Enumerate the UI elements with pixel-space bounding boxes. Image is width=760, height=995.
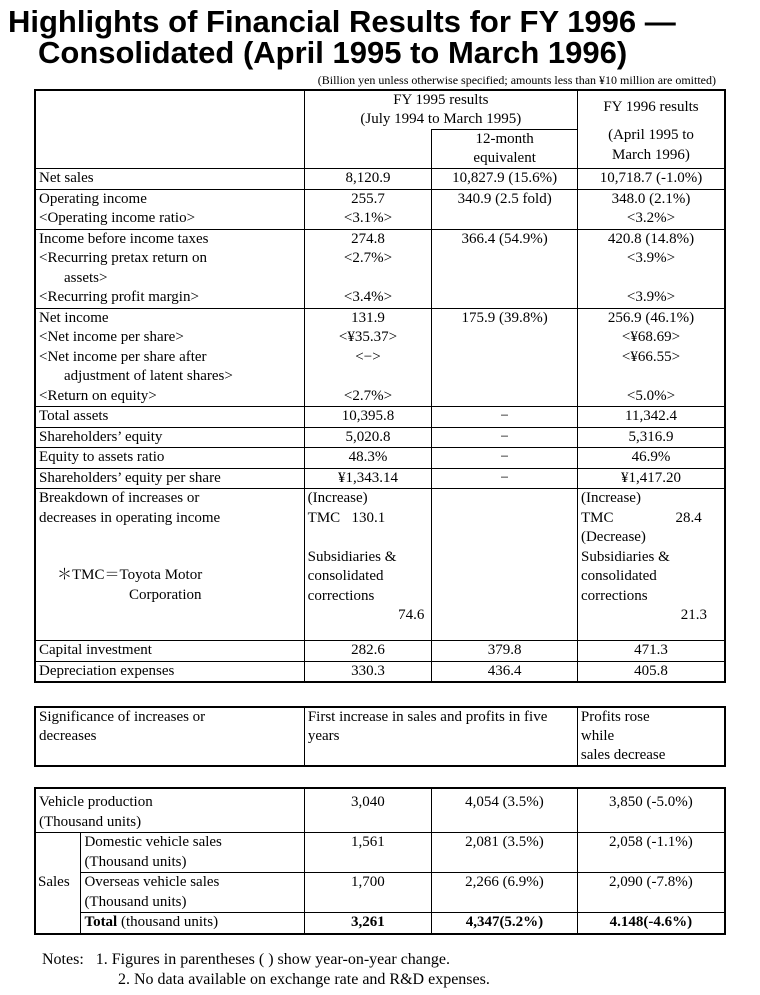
table-row-breakdown: Breakdown of increases or decreases in operating income ＊TMC＝Toyota Motor Corporation (Increase) TMC 130.1 Subsidiaries & consolidated corrections 74.6 (Increase) TMC 28.4 (Decrease) Subsidiaries & consolidated corrections 21.3 — [35, 489, 725, 641]
significance-table: Significance of increases or decreases First increase in sales and profits in five years Profits rose while sales decrease — [34, 706, 726, 767]
table-row: Equity to assets ratio 48.3% − 46.9% — [35, 448, 725, 469]
tmc-footnote: ＊TMC＝Toyota Motor — [57, 567, 203, 583]
header-row — [35, 90, 725, 130]
table-row: Total assets 10,395.8 − 11,342.4 — [35, 407, 725, 428]
page-title — [8, 6, 758, 68]
units-note: (Billion yen unless otherwise specified; amounts less than ¥10 million are omitted) — [317, 73, 716, 87]
table-row: Income before income taxes <Recurring pretax return on assets> <Recurring profit margin> 274.8 <2.7%> <3.4%> 366.4 (54.9%) 420.8 (14.8%) <3.9%> <3.9%> — [35, 229, 725, 308]
significance-label: Significance of increases or decreases — [35, 707, 304, 766]
sales-label: Sales — [35, 833, 81, 934]
table-row: Operating income <Operating income ratio> 255.7 <3.1%> 340.9 (2.5 fold) 348.0 (2.1%) <3.2%> — [35, 189, 725, 229]
title-line1: Highlights of Financial Results for FY 1996 — — [8, 4, 676, 39]
table-row: Sales Domestic vehicle sales (Thousand units) 1,561 2,081 (3.5%) 2,058 (-1.1%) — [35, 833, 725, 873]
table-row: Capital investment 282.6 379.8 471.3 — [35, 641, 725, 662]
fy1995-period: (July 1994 to March 1995) — [360, 111, 522, 127]
fy1996-header: FY 1996 results — [603, 99, 699, 115]
equiv-header: 12-month equivalent — [432, 130, 578, 169]
table-row: Overseas vehicle sales (Thousand units) 1,700 2,266 (6.9%) 2,090 (-7.8%) — [35, 873, 725, 913]
production-table — [34, 787, 726, 935]
fy1996-period: (April 1995 to March 1996) — [608, 127, 694, 163]
table-row: Net sales 8,120.9 10,827.9 (15.6%) 10,718.7 (-1.0%) — [35, 169, 725, 190]
table-row: Shareholders’ equity 5,020.8 − 5,316.9 — [35, 427, 725, 448]
table-row-total: Total (thousand units) 3,261 4,347(5.2%) 4.148(-4.6%) — [35, 913, 725, 934]
table-row: Shareholders’ equity per share ¥1,343.14 − ¥1,417.20 — [35, 468, 725, 489]
table-row: Depreciation expenses 330.3 436.4 405.8 — [35, 661, 725, 682]
title-line2: Consolidated (April 1995 to March 1996) — [38, 35, 628, 70]
notes: Notes: 1. Figures in parentheses ( ) show year-on-year change. 2. No data available on exchange rate and R&D expenses. — [42, 951, 490, 988]
significance-fy95: First increase in sales and profits in five years — [304, 707, 577, 766]
table-row: Vehicle production (Thousand units) 3,040 4,054 (3.5%) 3,850 (-5.0%) — [35, 788, 725, 833]
financial-results-table — [34, 89, 726, 683]
table-row: Net income <Net income per share> <Net income per share after adjustment of latent shares> <Return on equity> 131.9 <¥35.37> <−> <2.7%> 175.9 (39.8%) 256.9 (46.1%) <¥68.69> <¥66.55> <5.0%> — [35, 308, 725, 407]
note-1: 1. Figures in parentheses ( ) show year-on-year change. — [95, 951, 450, 968]
note-2: 2. No data available on exchange rate and R&D expenses. — [118, 971, 490, 988]
fy1995-header: FY 1995 results — [393, 92, 489, 108]
